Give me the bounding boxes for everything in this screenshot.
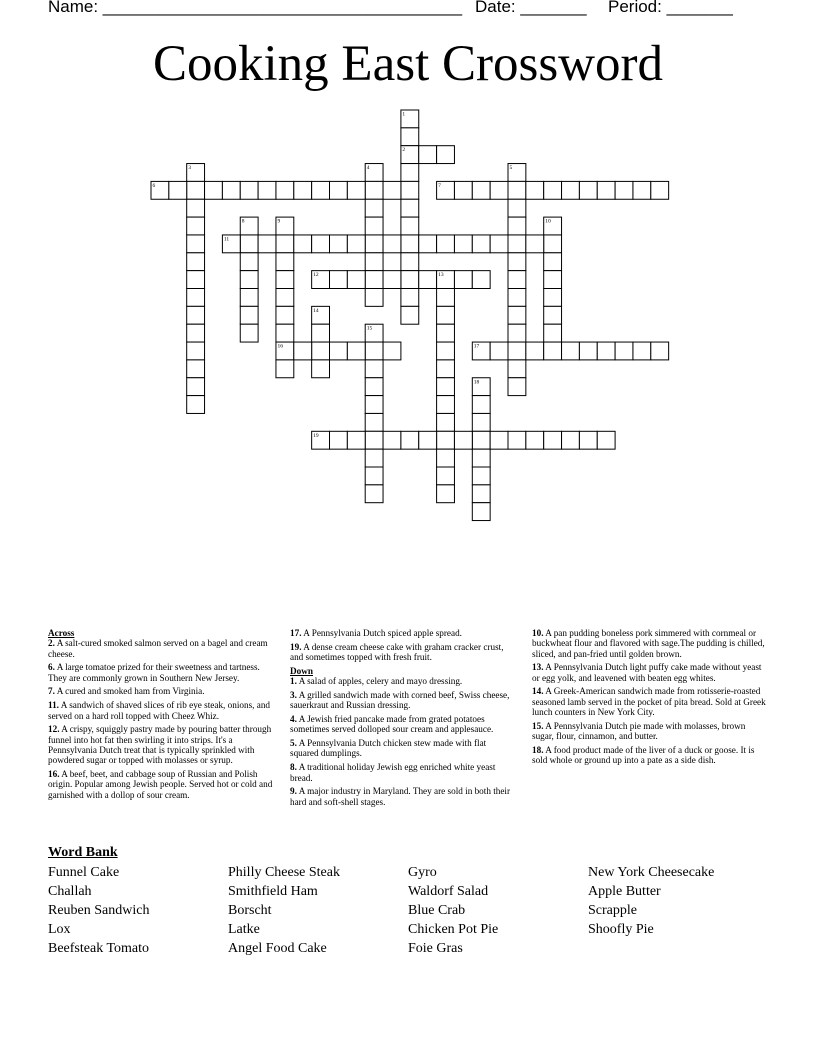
clue-down-1: 1. A salad of apples, celery and mayo dressing. (290, 676, 463, 687)
crossword-cell[interactable] (508, 342, 526, 360)
crossword-cell[interactable] (562, 431, 580, 449)
crossword-cell[interactable] (258, 235, 276, 253)
crossword-cell[interactable] (401, 271, 419, 289)
crossword-cell[interactable] (472, 449, 490, 467)
crossword-cell[interactable] (526, 431, 544, 449)
word-bank-item: Borscht (228, 903, 272, 918)
crossword-cell[interactable] (544, 431, 562, 449)
clue-across-16: 16. A beef, beet, and cabbage soup of Russian and Polish origin. Popular among Jewish people. Served hot or cold and garnished with a dollop of sour cream. (48, 769, 273, 800)
crossword-cell[interactable] (633, 342, 651, 360)
crossword-cell[interactable] (562, 342, 580, 360)
cell-number: 12 (313, 272, 319, 279)
crossword-cell[interactable] (222, 181, 240, 199)
cell-number: 3 (188, 165, 191, 172)
crossword-cell[interactable] (365, 235, 383, 253)
cell-number: 6 (152, 182, 156, 189)
crossword-cell[interactable] (437, 146, 455, 164)
crossword-cell[interactable] (312, 324, 330, 342)
cell-number: 5 (509, 165, 513, 172)
crossword-cell[interactable] (401, 217, 419, 235)
clue-down-13: 13. A Pennsylvania Dutch light puffy cake made without yeast or egg yolk, and leavened with beaten egg whites. (532, 662, 762, 683)
cell-number: 18 (473, 379, 480, 386)
crossword-cell[interactable] (365, 485, 383, 503)
crossword-cell[interactable] (437, 235, 455, 253)
crossword-cell[interactable] (579, 342, 597, 360)
crossword-cell[interactable] (651, 342, 669, 360)
cell-number: 14 (313, 307, 319, 314)
crossword-cell[interactable] (472, 485, 490, 503)
clue-across-2: 2. A salt-cured smoked salmon served on a bagel and cream cheese. (48, 638, 268, 659)
crossword-cell[interactable] (419, 271, 437, 289)
crossword-cell[interactable] (276, 253, 294, 271)
clues-column-3 (532, 628, 768, 769)
crossword-cell[interactable] (365, 289, 383, 307)
crossword-cell[interactable] (365, 431, 383, 449)
crossword-cell[interactable] (544, 289, 562, 307)
word-bank-column-2 (228, 863, 340, 958)
crossword-cell[interactable] (437, 413, 455, 431)
crossword-cell[interactable] (276, 289, 294, 307)
word-bank-column-1 (48, 863, 149, 958)
word-bank-item: Shoofly Pie (588, 922, 654, 937)
crossword-cell[interactable] (276, 360, 294, 378)
crossword-cell[interactable] (347, 342, 365, 360)
crossword-cell[interactable] (276, 306, 294, 324)
clue-down-5: 5. A Pennsylvania Dutch chicken stew made with flat squared dumplings. (290, 738, 487, 759)
cell-number: 4 (366, 165, 370, 172)
crossword-cell[interactable] (365, 342, 383, 360)
crossword-cell[interactable] (401, 235, 419, 253)
crossword-cell[interactable] (597, 342, 615, 360)
crossword-cell[interactable] (365, 253, 383, 271)
crossword-cell[interactable] (187, 289, 205, 307)
crossword-cell[interactable] (472, 503, 490, 521)
crossword-cell[interactable] (562, 181, 580, 199)
word-bank-column-3 (408, 863, 498, 958)
crossword-cell[interactable] (365, 271, 383, 289)
crossword-cell[interactable] (651, 181, 669, 199)
word-bank-item: Beefsteak Tomato (48, 941, 150, 956)
crossword-cell[interactable] (437, 342, 455, 360)
crossword-cell[interactable] (312, 235, 330, 253)
date-field[interactable]: Date: _______ (475, 0, 587, 16)
crossword-cell[interactable] (330, 271, 348, 289)
crossword-cell[interactable] (169, 181, 187, 199)
clue-across-19: 19. A dense cream cheese cake with graham cracker crust, and sometimes topped with fresh fruit. (290, 641, 504, 663)
crossword-cell[interactable] (437, 467, 455, 485)
word-bank-item: Funnel Cake (48, 865, 120, 880)
crossword-cell[interactable] (187, 181, 205, 199)
word-bank-item: Waldorf Salad (408, 884, 489, 899)
crossword-cell[interactable] (187, 217, 205, 235)
crossword-cell[interactable] (437, 378, 455, 396)
crossword-cell[interactable] (365, 396, 383, 414)
crossword-cell[interactable] (240, 306, 258, 324)
clue-down-18: 18. A food product made of the liver of a duck or goose. It is sold whole or ground up into a pate as a side dish. (532, 744, 755, 766)
crossword-cell[interactable] (597, 181, 615, 199)
word-bank-item: Scrapple (588, 903, 637, 918)
crossword-cell[interactable] (508, 431, 526, 449)
word-bank-item: Reuben Sandwich (48, 903, 150, 918)
crossword-cell[interactable] (347, 431, 365, 449)
word-bank-item: Apple Butter (588, 884, 661, 899)
crossword-cell[interactable] (187, 342, 205, 360)
cell-number: 16 (277, 343, 283, 350)
crossword-cell[interactable] (240, 253, 258, 271)
crossword-cell[interactable] (401, 181, 419, 199)
crossword-cell[interactable] (187, 378, 205, 396)
clues-column-2 (290, 628, 516, 810)
crossword-cell[interactable] (330, 342, 348, 360)
crossword-cell[interactable] (383, 342, 401, 360)
crossword-cell[interactable] (544, 181, 562, 199)
crossword-cell[interactable] (401, 128, 419, 146)
crossword-cell[interactable] (508, 360, 526, 378)
clue-down-9: 9. A major industry in Maryland. They are sold in both their hard and soft-shell stages. (290, 786, 511, 807)
crossword-cell[interactable] (526, 342, 544, 360)
crossword-cell[interactable] (365, 467, 383, 485)
cell-number: 10 (545, 218, 551, 225)
crossword-cell[interactable] (330, 235, 348, 253)
crossword-cell[interactable] (454, 181, 472, 199)
crossword-cell[interactable] (437, 289, 455, 307)
down-heading: Down (290, 665, 313, 676)
crossword-cell[interactable] (437, 396, 455, 414)
crossword-cell[interactable] (276, 181, 294, 199)
clue-down-14: 14. A Greek-American sandwich made from rotisserie-roasted seasoned lamb served in the pocket of pita bread. Sold at Greek lunch counters in New York City. (532, 686, 766, 718)
crossword-cell[interactable] (472, 467, 490, 485)
crossword-cell[interactable] (401, 306, 419, 324)
crossword-cell[interactable] (579, 431, 597, 449)
crossword-cell[interactable] (544, 324, 562, 342)
crossword-cell[interactable] (544, 306, 562, 324)
puzzle-title: Cooking East Crossword (153, 36, 663, 92)
crossword-cell[interactable] (187, 199, 205, 217)
crossword-cell[interactable] (615, 181, 633, 199)
crossword-cell[interactable] (347, 235, 365, 253)
crossword-cell[interactable] (437, 306, 455, 324)
crossword-cell[interactable] (633, 181, 651, 199)
crossword-cell[interactable] (312, 360, 330, 378)
cell-number: 7 (438, 182, 441, 189)
crossword-cell[interactable] (615, 342, 633, 360)
clue-down-4: 4. A Jewish fried pancake made from grated potatoes sometimes served dolloped sour cream and applesauce. (290, 714, 494, 735)
crossword-cell[interactable] (187, 271, 205, 289)
crossword-cell[interactable] (365, 413, 383, 431)
crossword-cell[interactable] (508, 181, 526, 199)
crossword-cell[interactable] (240, 289, 258, 307)
crossword-cell[interactable] (490, 235, 508, 253)
crossword-cell[interactable] (472, 181, 490, 199)
crossword-cell[interactable] (544, 235, 562, 253)
crossword-cell[interactable] (240, 324, 258, 342)
word-bank-item: Latke (228, 922, 260, 937)
crossword-cell[interactable] (437, 360, 455, 378)
clue-across-12: 12. A crispy, squiggly pastry made by pouring batter through funnel into hot fat then swirling it into strips. It's a Pennsylvania Dutch treat that is typically sprinkled with powdered sugar or topped with molasses or syrup. (48, 724, 272, 766)
crossword-cell[interactable] (187, 324, 205, 342)
crossword-cell[interactable] (526, 235, 544, 253)
crossword-cell[interactable] (454, 431, 472, 449)
crossword-cell[interactable] (490, 342, 508, 360)
word-bank-item: Philly Cheese Steak (228, 865, 340, 880)
crossword-cell[interactable] (401, 289, 419, 307)
crossword-cell[interactable] (258, 181, 276, 199)
crossword-cell[interactable] (347, 181, 365, 199)
crossword-cell[interactable] (312, 181, 330, 199)
word-bank-item: Blue Crab (408, 903, 466, 918)
word-bank-column-4 (588, 863, 714, 939)
crossword-cell[interactable] (294, 342, 312, 360)
crossword-cell[interactable] (187, 360, 205, 378)
crossword-cell[interactable] (205, 181, 223, 199)
crossword-cell[interactable] (365, 199, 383, 217)
crossword-cell[interactable] (508, 378, 526, 396)
crossword-cell[interactable] (312, 342, 330, 360)
crossword-cell[interactable] (330, 181, 348, 199)
crossword-cell[interactable] (383, 431, 401, 449)
crossword-cell[interactable] (508, 199, 526, 217)
crossword-cell[interactable] (454, 271, 472, 289)
crossword-cell[interactable] (454, 235, 472, 253)
crossword-cell[interactable] (544, 342, 562, 360)
crossword-cell[interactable] (383, 235, 401, 253)
crossword-cell[interactable] (508, 253, 526, 271)
cell-number: 8 (241, 218, 245, 225)
clue-across-7: 7. A cured and smoked ham from Virginia. (48, 686, 205, 697)
cell-number: 1 (402, 111, 406, 118)
crossword-cell[interactable] (330, 431, 348, 449)
crossword-cell[interactable] (437, 431, 455, 449)
crossword-cell[interactable] (437, 449, 455, 467)
crossword-cell[interactable] (240, 271, 258, 289)
cell-number: 11 (223, 236, 230, 243)
crossword-cell[interactable] (437, 324, 455, 342)
cell-number: 2 (402, 147, 406, 154)
clue-down-10: 10. A pan pudding boneless pork simmered with cornmeal or buckwheat flour and flavored with sage.The pudding is chilled, sliced, and pan-fried until golden brown. (532, 628, 765, 659)
crossword-cell[interactable] (365, 217, 383, 235)
clue-down-3: 3. A grilled sandwich made with corned beef, Swiss cheese, sauerkraut and Russian dressing. (290, 689, 510, 711)
crossword-cell[interactable] (419, 235, 437, 253)
crossword-cell[interactable] (276, 235, 294, 253)
crossword-cell[interactable] (472, 413, 490, 431)
crossword-cell[interactable] (472, 235, 490, 253)
crossword-cell[interactable] (508, 306, 526, 324)
clue-down-15: 15. A Pennsylvania Dutch pie made with molasses, brown sugar, flour, cinnamon, and butter. (532, 720, 746, 742)
crossword-cell[interactable] (490, 431, 508, 449)
crossword-cell[interactable] (401, 164, 419, 182)
across-heading: Across (48, 628, 75, 638)
clues-column-1 (48, 628, 280, 803)
cell-number: 17 (473, 343, 480, 350)
crossword-cell[interactable] (240, 181, 258, 199)
crossword-cell[interactable] (294, 235, 312, 253)
crossword-cell[interactable] (187, 306, 205, 324)
crossword-cell[interactable] (187, 396, 205, 414)
crossword-cell[interactable] (365, 449, 383, 467)
crossword-cell[interactable] (401, 253, 419, 271)
crossword-cell[interactable] (579, 181, 597, 199)
crossword-cell[interactable] (365, 181, 383, 199)
cell-number: 15 (366, 325, 373, 332)
crossword-cell[interactable] (490, 181, 508, 199)
crossword-cell[interactable] (526, 181, 544, 199)
word-bank-item: New York Cheesecake (588, 865, 715, 880)
crossword-cell[interactable] (294, 181, 312, 199)
cell-number: 19 (313, 432, 319, 439)
crossword-cell[interactable] (437, 485, 455, 503)
name-field[interactable]: Name: ______________________________________ (48, 0, 463, 16)
word-bank-item: Smithfield Ham (228, 884, 318, 899)
clue-down-8: 8. A traditional holiday Jewish egg enriched white yeast bread. (290, 762, 496, 783)
word-bank-item: Foie Gras (408, 941, 463, 956)
word-bank-item: Lox (48, 922, 71, 937)
crossword-cell[interactable] (472, 431, 490, 449)
clue-across-11: 11. A sandwich of shaved slices of rib eye steak, onions, and served on a hard roll topped with Cheez Whiz. (48, 700, 271, 721)
crossword-cell[interactable] (383, 181, 401, 199)
clue-across-17: 17. A Pennsylvania Dutch spiced apple spread. (290, 628, 462, 638)
crossword-cell[interactable] (419, 146, 437, 164)
crossword-cell[interactable] (401, 431, 419, 449)
crossword-cell[interactable] (472, 396, 490, 414)
crossword-cell[interactable] (276, 271, 294, 289)
crossword-cell[interactable] (187, 235, 205, 253)
word-bank-item: Angel Food Cake (228, 941, 327, 956)
crossword-cell[interactable] (383, 271, 401, 289)
crossword-cell[interactable] (419, 431, 437, 449)
crossword-cell[interactable] (597, 431, 615, 449)
crossword-cell[interactable] (187, 253, 205, 271)
crossword-cell[interactable] (365, 378, 383, 396)
crossword-cell[interactable] (508, 324, 526, 342)
crossword-cell[interactable] (508, 235, 526, 253)
crossword-cell[interactable] (276, 324, 294, 342)
period-field[interactable]: Period: _______ (608, 0, 733, 16)
word-bank-item: Chicken Pot Pie (408, 922, 499, 937)
crossword-cell[interactable] (544, 271, 562, 289)
crossword-cell[interactable] (508, 271, 526, 289)
crossword-cell[interactable] (365, 360, 383, 378)
word-bank-heading: Word Bank (48, 845, 118, 860)
crossword-cell[interactable] (508, 289, 526, 307)
word-bank-item: Gyro (408, 865, 437, 880)
crossword-cell[interactable] (240, 235, 258, 253)
crossword-cell[interactable] (472, 271, 490, 289)
crossword-cell[interactable] (508, 217, 526, 235)
cell-number: 9 (277, 218, 281, 225)
crossword-cell[interactable] (544, 253, 562, 271)
word-bank-item: Challah (48, 884, 92, 899)
crossword-cell[interactable] (401, 199, 419, 217)
crossword-cell[interactable] (347, 271, 365, 289)
cell-number: 13 (438, 272, 444, 279)
clue-across-6: 6. A large tomatoe prized for their sweetness and tartness. They are commonly grown in Southern New Jersey. (48, 662, 260, 683)
